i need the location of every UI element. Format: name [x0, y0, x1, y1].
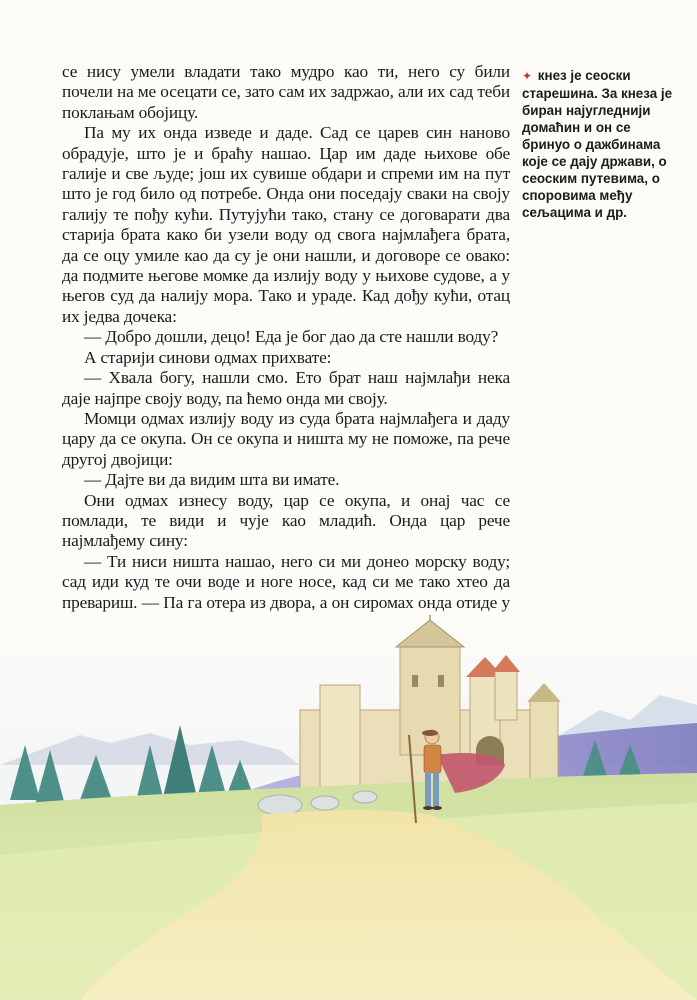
sparkle-marker-icon: ✦	[522, 69, 533, 83]
paragraph-8: Они одмах изнесу воду, цар се окупа, и онај час се помлади, те види и чује као младић. Онда цар рече најмлађему сину:	[62, 490, 510, 551]
castle-landscape-illustration	[0, 615, 697, 1000]
story-text	[62, 62, 510, 633]
paragraph-3: — Добро дошли, децо! Еда је бог дао да сте нашли воду?	[84, 327, 499, 347]
paragraph-9: — Ти ниси ништа нашао, него си ми донео морску воду; сад иди куд те очи воде и ноге носе, кад си ме тако хтео да превариш. — Па га отера из двора, а он сиромах онда отиде у	[62, 551, 510, 612]
paragraph-6: Момци одмах излију воду из суда брата најмлађега и даду цару да се окупа. Он се окупа и ништа му не поможе, па рече другој двојици:	[62, 408, 510, 469]
glossary-sidenote	[522, 67, 682, 221]
paragraph-2: Па му их онда изведе и даде. Сад се царев син наново обрадује, што је и браћу нашао. Цар им даде њихове обе галије и све људе; још их сувише обдари и спреми им на пут што је год било од потребе. Онда они поседају сваки на своју галију те пођу кући. Путујући тако, стану се договарати два старија брата како би узели воду од свога најмлађега брата, да се оцу умиле као да су је они нашли, и договоре се овако: да подмите његове момке да излију воду у њихове судове, а у његов суд да налију мора. Тако и ураде. Кад дођу кући, отац их једва дочека:	[62, 123, 510, 326]
paragraph-5: — Хвала богу, нашли смо. Ето брат наш најмлађи нека даје најпре своју воду, па ћемо онда ми своју.	[62, 368, 510, 408]
paragraph-7: — Дајте ви да видим шта ви имате.	[84, 470, 340, 490]
paragraph-4: А старији синови одмах прихвате:	[84, 347, 332, 367]
paragraph-1: се нису умели владати тако мудро као ти, него су били почели на ме осецати се, зато сам их задржао, али их сад теби поклањам обојицу.	[62, 62, 510, 122]
sidenote-text: кнез је сеоски старешина. За кнеза је биран најугледнији домаћин и он се бринуо о дажбинама које се дају држави, о сеоским путевима, о споровима међу сељацима и др.	[522, 68, 673, 220]
